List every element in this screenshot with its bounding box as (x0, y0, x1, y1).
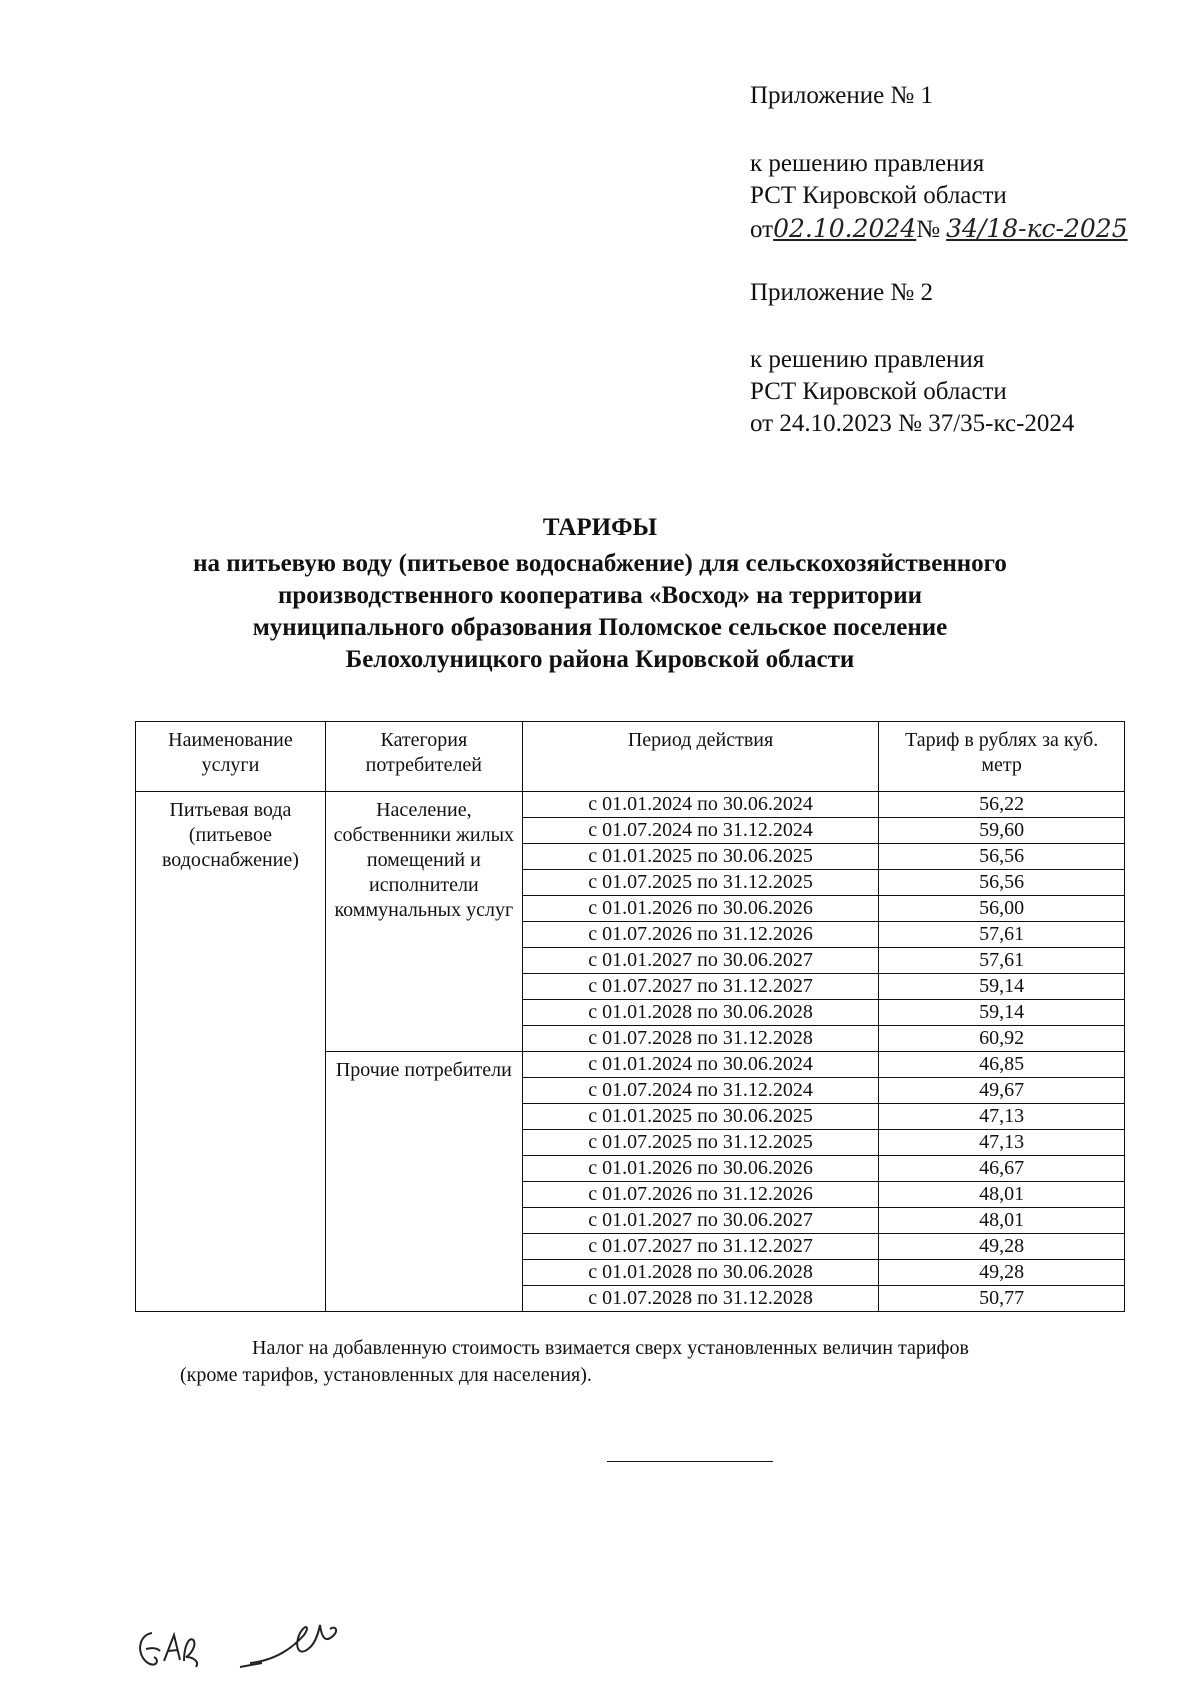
appendix1-date-number-line (750, 213, 1128, 245)
tariff-cell: 46,67 (879, 1156, 1125, 1182)
appendix2-date-number-line: от 24.10.2023 № 37/35-кс-2024 (750, 410, 1075, 437)
consumer-category-cell: Прочие потребители (325, 1052, 522, 1312)
period-cell: с 01.01.2024 по 30.06.2024 (522, 792, 879, 818)
closing-separator-line (607, 1461, 773, 1462)
document-subtitle-line-3: муниципального образования Поломское сельское поселение (252, 614, 948, 641)
appendix2-decision-line: к решению правления (750, 346, 985, 373)
table-row (136, 792, 1125, 818)
period-cell: с 01.07.2025 по 31.12.2025 (522, 870, 879, 896)
tariff-cell: 50,77 (879, 1286, 1125, 1312)
period-cell: с 01.01.2025 по 30.06.2025 (522, 844, 879, 870)
period-cell: с 01.01.2025 по 30.06.2025 (522, 1104, 879, 1130)
appendix2-authority-line: РСТ Кировской области (750, 378, 1007, 405)
consumer-category-cell: Население, собственники жилых помещений и исполнители коммунальных услуг (325, 792, 522, 1052)
appendix1-from-prefix: от (750, 216, 774, 243)
appendix1-decision-line: к решению правления (750, 150, 985, 177)
appendix2-title: Приложение № 2 (750, 279, 934, 306)
appendix1-handwritten-number: 34/18-кс-2025 (946, 214, 1128, 243)
tariff-cell: 49,28 (879, 1234, 1125, 1260)
period-cell: с 01.01.2024 по 30.06.2024 (522, 1052, 879, 1078)
tariff-cell: 47,13 (879, 1130, 1125, 1156)
tariff-cell: 59,60 (879, 818, 1125, 844)
document-subtitle-line-1: на питьевую воду (питьевое водоснабжение) для сельскохозяйственного (193, 550, 1007, 577)
header-tariff: Тариф в рублях за куб. метр (879, 722, 1125, 792)
tariff-cell: 56,00 (879, 896, 1125, 922)
period-cell: с 01.01.2027 по 30.06.2027 (522, 1208, 879, 1234)
tariff-cell: 46,85 (879, 1052, 1125, 1078)
vat-note-line-2: (кроме тарифов, установленных для населения). (180, 1364, 592, 1386)
tariff-cell: 57,61 (879, 922, 1125, 948)
appendix1-handwritten-date: 02.10.2024 (773, 214, 917, 243)
period-cell: с 01.07.2027 по 31.12.2027 (522, 1234, 879, 1260)
period-cell: с 01.07.2024 по 31.12.2024 (522, 1078, 879, 1104)
tariff-cell: 48,01 (879, 1182, 1125, 1208)
tariff-cell: 60,92 (879, 1026, 1125, 1052)
appendix1-authority-line: РСТ Кировской области (750, 182, 1007, 209)
tariff-cell: 56,56 (879, 844, 1125, 870)
tariff-cell: 59,14 (879, 1000, 1125, 1026)
period-cell: с 01.07.2025 по 31.12.2025 (522, 1130, 879, 1156)
appendix1-number-sign: № (916, 216, 941, 243)
period-cell: с 01.01.2026 по 30.06.2026 (522, 1156, 879, 1182)
period-cell: с 01.01.2026 по 30.06.2026 (522, 896, 879, 922)
tariff-cell: 57,61 (879, 948, 1125, 974)
vat-note-line-1: Налог на добавленную стоимость взимается сверх установленных величин тарифов (252, 1337, 969, 1359)
tariff-cell: 56,22 (879, 792, 1125, 818)
tariff-cell: 49,28 (879, 1260, 1125, 1286)
handwritten-initials-signature (130, 1605, 380, 1685)
period-cell: с 01.07.2027 по 31.12.2027 (522, 974, 879, 1000)
period-cell: с 01.07.2028 по 31.12.2028 (522, 1026, 879, 1052)
period-cell: с 01.01.2028 по 30.06.2028 (522, 1000, 879, 1026)
header-period: Период действия (522, 722, 879, 792)
tariff-cell: 59,14 (879, 974, 1125, 1000)
header-service: Наименование услуги (136, 722, 326, 792)
service-name-cell: Питьевая вода (питьевое водоснабжение) (136, 792, 326, 1312)
tariff-cell: 48,01 (879, 1208, 1125, 1234)
table-header-row (136, 722, 1125, 792)
appendix1-title: Приложение № 1 (750, 82, 934, 109)
period-cell: с 01.07.2028 по 31.12.2028 (522, 1286, 879, 1312)
document-subtitle-line-4: Белохолуницкого района Кировской области (345, 646, 855, 673)
period-cell: с 01.07.2024 по 31.12.2024 (522, 818, 879, 844)
tariff-cell: 49,67 (879, 1078, 1125, 1104)
tariff-cell: 56,56 (879, 870, 1125, 896)
period-cell: с 01.07.2026 по 31.12.2026 (522, 1182, 879, 1208)
period-cell: с 01.01.2028 по 30.06.2028 (522, 1260, 879, 1286)
period-cell: с 01.01.2027 по 30.06.2027 (522, 948, 879, 974)
document-subtitle-line-2: производственного кооператива «Восход» на территории (277, 582, 923, 609)
period-cell: с 01.07.2026 по 31.12.2026 (522, 922, 879, 948)
header-category: Категория потребителей (325, 722, 522, 792)
tariffs-table (135, 721, 1125, 1312)
tariff-cell: 47,13 (879, 1104, 1125, 1130)
document-title: ТАРИФЫ (542, 514, 658, 541)
